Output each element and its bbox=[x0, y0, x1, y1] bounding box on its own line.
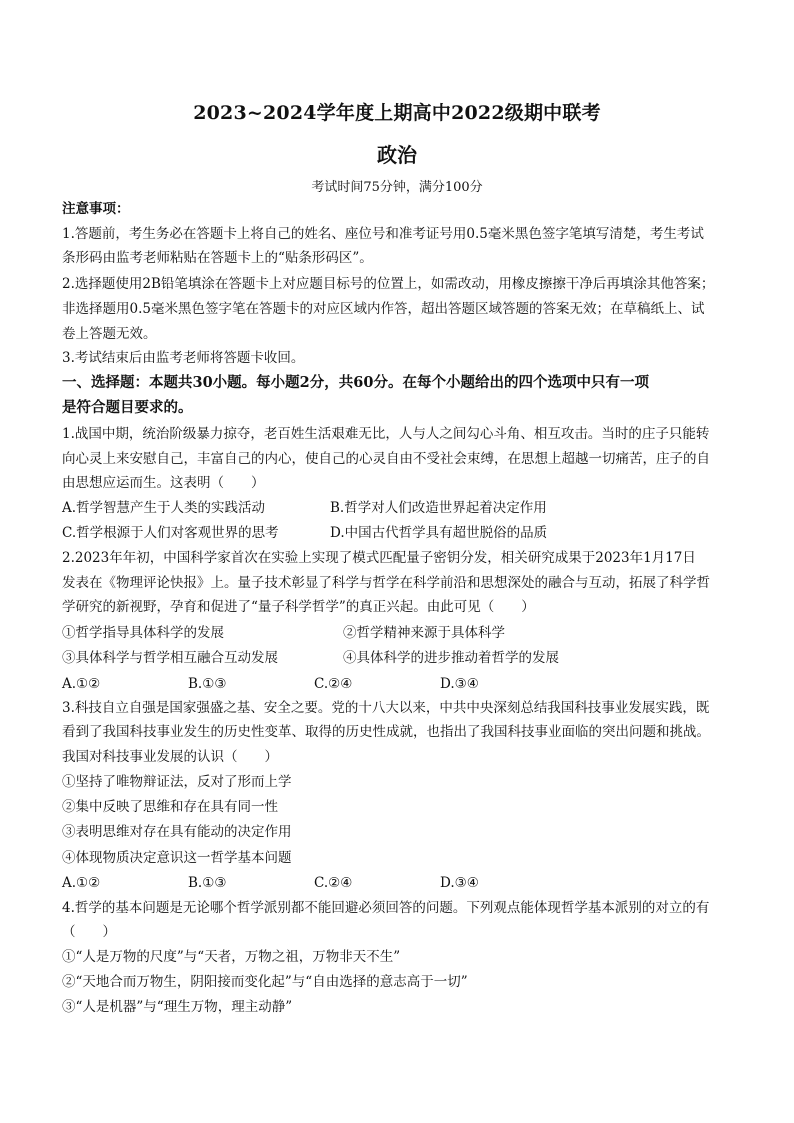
exam-title: 2023~2024学年度上期高中2022级期中联考 bbox=[193, 102, 601, 124]
section-heading: 是符合题目要求的。 bbox=[62, 399, 193, 416]
question-1-text: 由思想应运而生。这表明（ ） bbox=[62, 475, 265, 491]
q2-option-d: D.③④ bbox=[440, 676, 479, 692]
q1-option-b: B.哲学对人们改造世界起着决定作用 bbox=[330, 500, 547, 516]
question-4-text: （ ） bbox=[62, 924, 116, 940]
q3-statement-1: ①坚持了唯物辩证法，反对了形而上学 bbox=[62, 774, 292, 790]
q2-option-c: C.②④ bbox=[314, 676, 353, 692]
q4-statement-2: ②“天地合而万物生，阴阳接而变化起”与“自由选择的意志高于一切” bbox=[62, 974, 468, 990]
notice-line: 3.考试结束后由监考老师将答题卡收回。 bbox=[62, 350, 305, 366]
notice-line: 非选择题用0.5毫米黑色签字笔在答题卡的对应区域内作答，超出答题区域答题的答案无效；在草稿纸上、试 bbox=[62, 301, 705, 317]
q1-option-d: D.中国古代哲学具有超世脱俗的品质 bbox=[330, 525, 548, 541]
exam-meta: 考试时间75分钟，满分100分 bbox=[311, 180, 483, 195]
question-2-text: 学研究的新视野，孕育和促进了“量子科学哲学”的真正兴起。由此可见（ ） bbox=[62, 599, 535, 615]
q3-option-b: B.①③ bbox=[188, 875, 227, 891]
q4-statement-3: ③“人是机器”与“理生万物，理主动静” bbox=[62, 999, 293, 1015]
q3-statement-4: ④体现物质决定意识这一哲学基本问题 bbox=[62, 850, 292, 866]
q1-option-c: C.哲学根源于人们对客观世界的思考 bbox=[62, 525, 279, 541]
q3-option-c: C.②④ bbox=[314, 875, 353, 891]
q3-statement-3: ③表明思维对存在具有能动的决定作用 bbox=[62, 824, 292, 840]
q2-statement-4: ④具体科学的进步推动着哲学的发展 bbox=[343, 650, 559, 666]
question-3-text: 3.科技自立自强是国家强盛之基、安全之要。党的十八大以来，中共中央深刻总结我国科技事业发展实践，既 bbox=[62, 700, 710, 716]
question-2-text: 2.2023年年初，中国科学家首次在实验上实现了模式匹配量子密钥分发，相关研究成果于2023年1月17日 bbox=[62, 550, 696, 566]
notice-line: 卷上答题无效。 bbox=[62, 326, 157, 342]
question-1-text: 向心灵上来安慰自己，丰富自己的内心，使自己的心灵自由不受社会束缚，在思想上超越一切痛苦，庄子的自 bbox=[62, 451, 710, 467]
notice-line: 2.选择题使用2B铅笔填涂在答题卡上对应题目标号的位置上，如需改动，用橡皮擦擦干净后再填涂其他答案； bbox=[62, 276, 715, 292]
question-1-text: 1.战国中期，统治阶级暴力掠夺，老百姓生活艰难无比，人与人之间勾心斗角、相互攻击。当时的庄子只能转 bbox=[62, 426, 710, 442]
section-heading: 一、选择题：本题共30小题。每小题2分，共60分。在每个小题给出的四个选项中只有一项 bbox=[62, 374, 649, 391]
q2-option-a: A.①② bbox=[62, 676, 101, 692]
q2-statement-1: ①哲学指导具体科学的发展 bbox=[62, 625, 224, 641]
question-2-text: 发表在《物理评论快报》上。量子技术彰显了科学与哲学在科学前沿和思想深处的融合与互动，拓展了科学哲 bbox=[62, 575, 710, 591]
q2-statement-3: ③具体科学与哲学相互融合互动发展 bbox=[62, 650, 278, 666]
q3-option-a: A.①② bbox=[62, 875, 101, 891]
q4-statement-1: ①“人是万物的尺度”与“天者，万物之祖，万物非天不生” bbox=[62, 949, 401, 965]
q3-option-d: D.③④ bbox=[440, 875, 479, 891]
q1-option-a: A.哲学智慧产生于人类的实践活动 bbox=[62, 500, 266, 516]
question-3-text: 我国对科技事业发展的认识（ ） bbox=[62, 749, 278, 765]
notice-line: 条形码由监考老师粘贴在答题卡上的“贴条形码区”。 bbox=[62, 250, 373, 266]
subject-title: 政治 bbox=[377, 143, 417, 167]
q2-option-b: B.①③ bbox=[188, 676, 227, 692]
question-4-text: 4.哲学的基本问题是无论哪个哲学派别都不能回避必须回答的问题。下列观点能体现哲学基本派别的对立的有 bbox=[62, 900, 710, 916]
notice-line: 1.答题前，考生务必在答题卡上将自己的姓名、座位号和准考证号用0.5毫米黑色签字笔填写清楚，考生考试 bbox=[62, 226, 704, 242]
question-3-text: 看到了我国科技事业发生的历史性变革、取得的历史性成就，也指出了我国科技事业面临的突出问题和挑战。 bbox=[62, 724, 710, 740]
notice-heading: 注意事项： bbox=[62, 201, 130, 217]
q2-statement-2: ②哲学精神来源于具体科学 bbox=[343, 625, 505, 641]
q3-statement-2: ②集中反映了思维和存在具有同一性 bbox=[62, 799, 278, 815]
